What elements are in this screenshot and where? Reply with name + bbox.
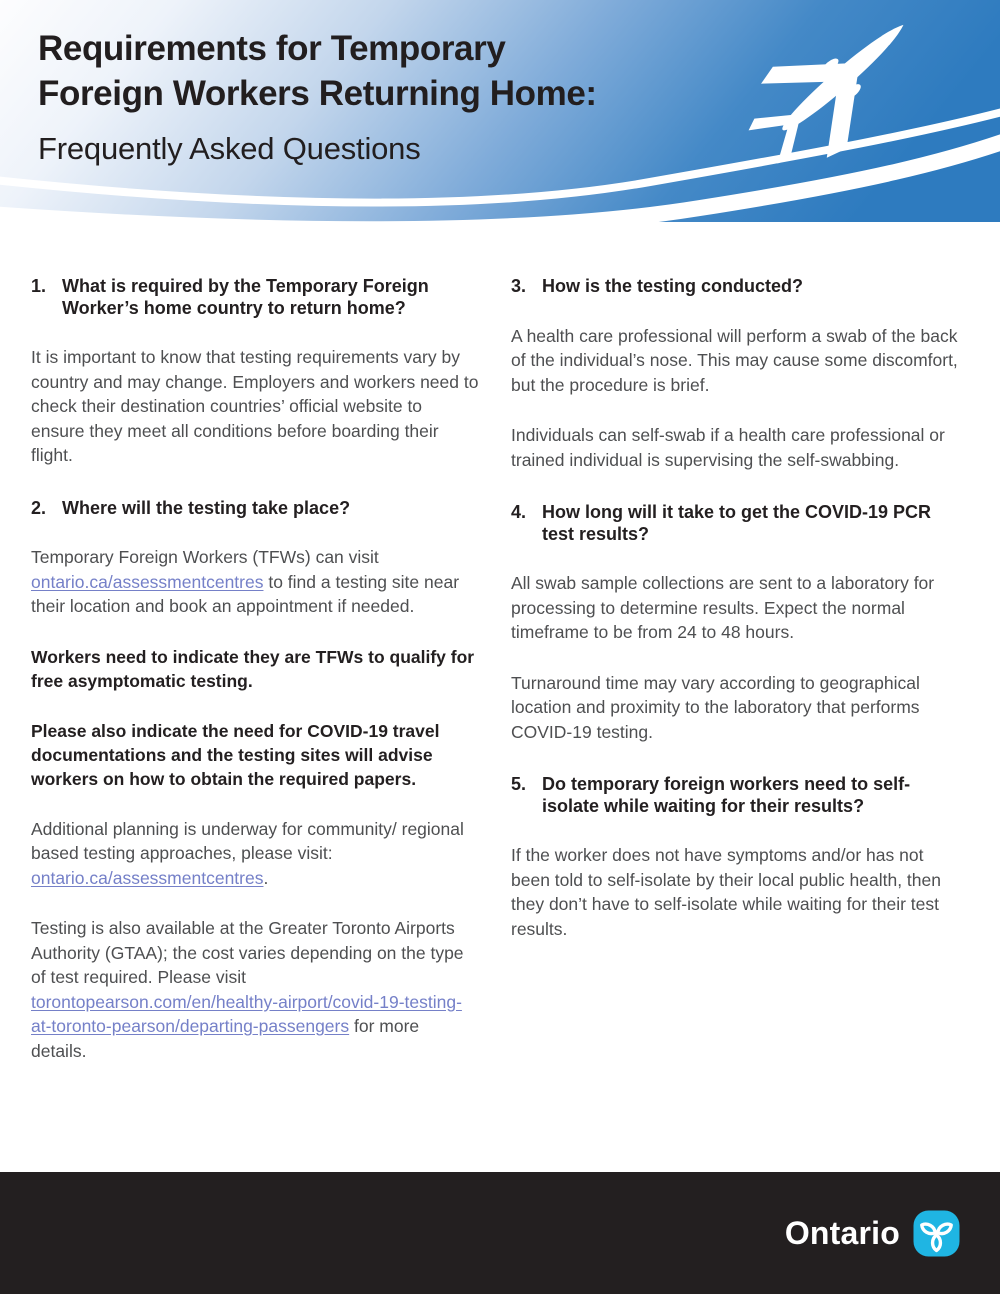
page-title-line1: Requirements for Temporary <box>38 29 506 68</box>
question-text: What is required by the Temporary Foreign Worker’s home country to return home? <box>62 276 429 318</box>
ontario-wordmark: Ontario <box>784 1214 900 1251</box>
question-text: Where will the testing take place? <box>62 497 351 518</box>
faq-column-right <box>511 276 966 1063</box>
faq-question-heading <box>511 276 966 298</box>
hyperlink[interactable]: torontopearson.com/en/healthy-airport/covid-19-testing-at-toronto-pearson/departing-passengers <box>31 991 462 1036</box>
faq-item <box>511 774 966 941</box>
hyperlink[interactable]: ontario.ca/assessmentcentres <box>31 867 264 888</box>
emphasis-paragraph: Workers need to indicate they are TFWs to qualify for free asymptomatic testing. <box>31 646 475 691</box>
body-paragraph: Testing is also available at the Greater Toronto Airports Authority (GTAA); the cost varies depending on the type of test required. Please visit torontopearson.com/en/healthy-airport/covid-19-testing-at-toronto-pearson/departing-passengers for more details. <box>31 918 464 1061</box>
question-text: How is the testing conducted? <box>542 276 804 296</box>
question-number: 3. <box>511 276 527 296</box>
faq-column-left <box>31 276 479 1063</box>
ontario-trillium-icon <box>913 1210 960 1257</box>
body-paragraph: Individuals can self-swab if a health care professional or trained individual is supervising the self-swabbing. <box>511 425 945 470</box>
body-paragraph: Turnaround time may vary according to geographical location and proximity to the laboratory that performs COVID-19 testing. <box>511 672 920 742</box>
question-number: 2. <box>31 497 47 518</box>
faq-item <box>31 498 479 1064</box>
faq-item <box>31 276 479 468</box>
faq-question-heading <box>511 774 966 817</box>
body-paragraph: A health care professional will perform a swab of the back of the individual’s nose. This may cause some discomfort, but the procedure is brief. <box>511 325 958 395</box>
footer-bar <box>0 1172 1000 1294</box>
faq-item <box>511 502 966 744</box>
faq-question-heading <box>511 502 966 545</box>
faq-question-heading <box>31 498 479 520</box>
body-paragraph: Additional planning is underway for community/ regional based testing approaches, please visit: ontario.ca/assessmentcentres. <box>31 818 464 888</box>
body-paragraph: All swab sample collections are sent to a laboratory for processing to determine results. Expect the normal timeframe to be from 24 to 48 hours. <box>511 573 935 642</box>
emphasis-paragraph: Please also indicate the need for COVID-19 travel documentations and the testing sites will advise workers on how to obtain the required papers. <box>31 720 440 789</box>
page-subtitle: Frequently Asked Questions <box>38 131 421 166</box>
body-paragraph: It is important to know that testing requirements vary by country and may change. Employers and workers need to check their destination countries’ official website to ensure they meet all conditions before boarding their flight. <box>31 347 479 465</box>
faq-columns <box>31 276 969 1063</box>
header-text-block <box>38 26 597 167</box>
question-text: How long will it take to get the COVID-19 PCR test results? <box>542 502 932 544</box>
question-text: Do temporary foreign workers need to self-isolate while waiting for their results? <box>542 774 911 816</box>
faq-question-heading <box>31 276 479 319</box>
question-number: 5. <box>511 774 527 794</box>
hyperlink[interactable]: ontario.ca/assessmentcentres <box>31 571 264 592</box>
page-title-line2: Foreign Workers Returning Home: <box>38 74 597 113</box>
body-paragraph: Temporary Foreign Workers (TFWs) can visit ontario.ca/assessmentcentres to find a testing site near their location and book an appointment if needed. <box>31 547 460 616</box>
question-number: 4. <box>511 502 527 522</box>
faq-item <box>511 276 966 472</box>
body-paragraph: If the worker does not have symptoms and/or has not been told to self-isolate by their local public health, then they don’t have to self-isolate while waiting for their test results. <box>511 845 941 939</box>
question-number: 1. <box>31 276 47 296</box>
